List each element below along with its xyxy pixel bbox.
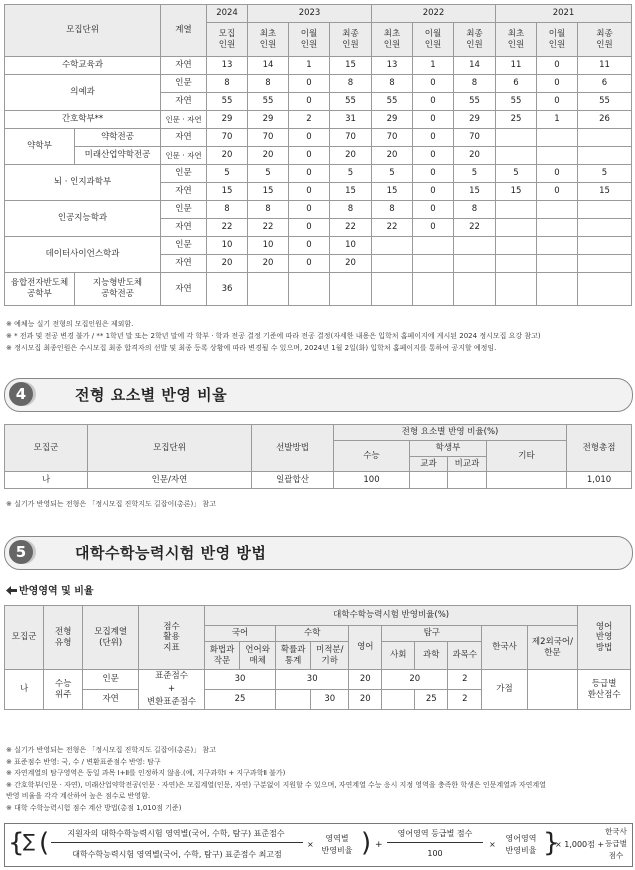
cell-value: 14: [248, 57, 289, 75]
cell-value: [454, 237, 496, 255]
cell-value: 5: [207, 165, 248, 183]
note: ※ 실기가 반영되는 전형은 「정시모집 진학지도 길잡이(총론)」 참고: [6, 746, 216, 754]
cell-field: 인문: [161, 75, 207, 93]
cell-value: 0: [537, 57, 578, 75]
note: 반영 비율을 각각 계산하여 높은 점수로 반영함.: [6, 792, 151, 800]
times: ×: [307, 840, 314, 849]
header-field: 계열: [161, 5, 207, 57]
cell-subunit: 지능형반도체 공학전공: [75, 273, 161, 306]
brace-close: }: [543, 828, 560, 858]
cell-inmun-inquiry: 20: [382, 670, 448, 690]
cell-value: 8: [207, 201, 248, 219]
note: ※ 정시모집 최종인원은 수시모집 최종 합격자의 선발 및 최종 등록 상황에 따라 변경될 수 있으며, 2024년 1월 2일(화) 입학처 홈페이지를 통하여 공지할 예정임.: [6, 344, 497, 352]
cell-value: 70: [207, 129, 248, 147]
cell-unit: 뇌 · 인지과학부: [5, 165, 161, 201]
table-row: [5, 165, 632, 183]
cell-value: 55: [330, 93, 372, 111]
table1-notes: [6, 318, 541, 354]
cell-unit: 인문/자연: [88, 472, 252, 489]
cell-unit: 약학부: [5, 129, 75, 165]
header-history: 한국사: [482, 626, 527, 670]
brace-open: {: [8, 828, 25, 858]
cell-value: [537, 129, 578, 147]
note: ※ 예체능 실기 전형의 모집인원은 제외함.: [6, 320, 134, 328]
admission-quota-table: [4, 4, 632, 306]
cell-value: 1: [413, 57, 454, 75]
cell-value: 0: [413, 111, 454, 129]
cell-value: [578, 273, 632, 306]
header-subject-count: 과목수: [448, 642, 482, 670]
cell-unit: 수학교육과: [5, 57, 161, 75]
cell-value: [248, 273, 289, 306]
note: ※ 표준점수 반영: 국, 수 / 변환표준점수 반영: 탐구: [6, 757, 161, 766]
cell-value: [372, 255, 413, 273]
cell-value: 14: [454, 57, 496, 75]
cell-value: [372, 237, 413, 255]
cell-field: 자연: [161, 183, 207, 201]
cell-field-inmun: 인문: [83, 670, 139, 690]
cell-value: [372, 273, 413, 306]
sigma-icon: ∑: [23, 831, 36, 852]
header-nonsubject: 비교과: [448, 457, 487, 472]
formula-num1: 지원자의 대학수학능력시험 영역별(국어, 수학, 탐구) 표준점수: [67, 829, 285, 838]
formula-num2: 영어영역 등급별 점수: [397, 829, 473, 838]
cell-value: 15: [248, 183, 289, 201]
cell-value: 15: [207, 183, 248, 201]
cell-value: 15: [330, 57, 372, 75]
cell-field: 인문: [161, 201, 207, 219]
cell-value: 20: [248, 255, 289, 273]
section5-title: 대학수학능력시험 반영 방법: [75, 544, 267, 562]
cell-value: 20: [207, 255, 248, 273]
cell-value: 20: [330, 255, 372, 273]
formula-ratio2: 영어영역 반영비율: [505, 834, 537, 855]
section4-note: ※ 실기가 반영되는 전형은 「정시모집 진학지도 길잡이(총론)」 참고: [6, 500, 216, 508]
cell-jayeon-korean: 25: [205, 690, 276, 710]
header-field: 모집계열 (단위): [83, 606, 139, 670]
fraction-line: [51, 842, 303, 843]
cell-type: 수능 위주: [44, 670, 83, 710]
note: ※ 대학 수학능력시험 점수 계산 방법(총점 1,010점 기준): [6, 803, 182, 812]
cell-value: 55: [207, 93, 248, 111]
cell-value: 15: [330, 183, 372, 201]
cell-value: 8: [248, 201, 289, 219]
times: ×: [489, 840, 496, 849]
cell-group: 나: [5, 472, 88, 489]
cell-value: [578, 129, 632, 147]
cell-subunit: 미래산업약학전공: [75, 147, 161, 165]
cell-value: [413, 255, 454, 273]
arrow-left-icon: [6, 586, 17, 595]
table-row: [5, 273, 632, 306]
cell-value: 5: [578, 165, 632, 183]
cell-value: 0: [289, 147, 330, 165]
cell-field: 인문: [161, 165, 207, 183]
fraction-line: [387, 842, 483, 843]
cell-value: 70: [454, 129, 496, 147]
cell-value: 0: [289, 255, 330, 273]
section4-number: 4: [9, 382, 33, 406]
cell-suneung: 100: [334, 472, 410, 489]
header-2021-final: 최종 인원: [578, 23, 632, 57]
cell-value: 0: [413, 129, 454, 147]
cell-value: 70: [248, 129, 289, 147]
cell-value: 5: [248, 165, 289, 183]
cell-total: 1,010: [567, 472, 632, 489]
cell-value: 8: [372, 75, 413, 93]
cell-value: 0: [413, 183, 454, 201]
cell-value: 55: [248, 93, 289, 111]
cell-value: 8: [372, 201, 413, 219]
cell-field: 자연: [161, 273, 207, 306]
cell-value: 15: [372, 183, 413, 201]
cell-inmun-math: 30: [276, 670, 349, 690]
header-math: 수학: [276, 626, 349, 642]
cell-value: [496, 201, 537, 219]
cell-value: 1: [289, 57, 330, 75]
score-index-line: 표준점수: [155, 671, 188, 681]
cell-value: [578, 237, 632, 255]
cell-field: 자연: [161, 93, 207, 111]
cell-unit: 융합전자반도체 공학부: [5, 273, 75, 306]
cell-value: 22: [207, 219, 248, 237]
cell-value: [537, 147, 578, 165]
header-2023-carry: 이월 인원: [289, 23, 330, 57]
cell-jayeon-count: 2: [448, 690, 482, 710]
cell-value: 0: [289, 165, 330, 183]
cell-value: [496, 237, 537, 255]
header-probability: 확률과 통계: [276, 642, 311, 670]
score-index-line: 변환표준점수: [146, 697, 197, 707]
cell-value: 5: [454, 165, 496, 183]
cell-value: 29: [372, 111, 413, 129]
cell-value: 6: [496, 75, 537, 93]
header-method: 선발방법: [252, 425, 334, 472]
header-suneung: 수능: [334, 441, 410, 472]
cell-value: 0: [413, 165, 454, 183]
header-2022-carry: 이월 인원: [413, 23, 454, 57]
cell-value: [454, 255, 496, 273]
cell-value: 55: [372, 93, 413, 111]
cell-value: 5: [496, 165, 537, 183]
score-index-line: +: [167, 684, 176, 694]
cell-value: 22: [248, 219, 289, 237]
cell-value: 31: [330, 111, 372, 129]
header-speech-writing: 화법과 작문: [205, 642, 240, 670]
cell-field: 자연: [161, 219, 207, 237]
cell-method: 일괄합산: [252, 472, 334, 489]
cell-foreign: [527, 670, 578, 710]
header-score-index: 점수 활용 지표: [139, 606, 205, 670]
header-calculus: 미적분/ 기하: [311, 642, 349, 670]
cell-value: 0: [537, 183, 578, 201]
table-row: [5, 201, 632, 219]
cell-field: 인문 · 자연: [161, 147, 207, 165]
cell-value: 11: [578, 57, 632, 75]
cell-field: 자연: [161, 255, 207, 273]
cell-value: [537, 273, 578, 306]
cell-inmun-english: 20: [349, 670, 382, 690]
cell-value: 10: [207, 237, 248, 255]
header-unit: 모집단위: [88, 425, 252, 472]
cell-value: [413, 273, 454, 306]
cell-value: 10: [248, 237, 289, 255]
cell-value: 0: [537, 165, 578, 183]
formula-den1: 대학수학능력시험 영역별(국어, 수학, 탐구) 표준점수 최고점: [72, 850, 282, 859]
header-year-2024: 2024: [207, 5, 248, 23]
cell-value: 20: [207, 147, 248, 165]
header-type: 전형 유형: [44, 606, 83, 670]
cell-value: 5: [372, 165, 413, 183]
suneung-ratio-table: [4, 605, 631, 710]
cell-value: [496, 129, 537, 147]
header-english-method: 영어 반영 방법: [578, 606, 631, 670]
cell-value: 8: [330, 75, 372, 93]
cell-value: [537, 237, 578, 255]
cell-value: [537, 201, 578, 219]
table-row: [5, 147, 632, 165]
header-subject: 교과: [410, 457, 448, 472]
cell-subunit: 약학전공: [75, 129, 161, 147]
cell-value: [289, 273, 330, 306]
header-2021-carry: 이월 인원: [537, 23, 578, 57]
cell-value: 20: [372, 147, 413, 165]
cell-value: 0: [289, 129, 330, 147]
cell-value: [496, 219, 537, 237]
cell-value: 20: [248, 147, 289, 165]
header-2022-initial: 최초 인원: [372, 23, 413, 57]
formula-den2: 100: [427, 849, 443, 858]
section5-banner: [4, 536, 633, 570]
cell-value: 0: [413, 219, 454, 237]
cell-value: 20: [330, 147, 372, 165]
cell-value: 0: [289, 75, 330, 93]
cell-value: 8: [207, 75, 248, 93]
subsection-label: 반영영역 및 비율: [19, 586, 94, 597]
cell-field: 인문 · 자연: [161, 111, 207, 129]
paren-close: ): [361, 828, 372, 858]
header-suneung-ratio: 대학수학능력시험 반영비율(%): [205, 606, 578, 626]
cell-unit: 의예과: [5, 75, 161, 111]
cell-value: 55: [578, 93, 632, 111]
header-total: 전형총점: [567, 425, 632, 472]
cell-value: [537, 219, 578, 237]
cell-unit: 간호학부**: [5, 111, 161, 129]
table-row: [5, 129, 632, 147]
header-unit: 모집단위: [5, 5, 161, 57]
header-2023-final: 최종 인원: [330, 23, 372, 57]
cell-field: 자연: [161, 129, 207, 147]
selection-ratio-table: [4, 424, 632, 489]
cell-etc: [487, 472, 567, 489]
cell-value: [330, 273, 372, 306]
header-2023-initial: 최초 인원: [248, 23, 289, 57]
cell-value: 0: [289, 201, 330, 219]
cell-value: 22: [454, 219, 496, 237]
cell-history: 가점: [482, 670, 527, 710]
cell-value: [496, 147, 537, 165]
cell-value: 13: [372, 57, 413, 75]
note: ※ 자연계열의 탐구영역은 동일 과목 Ⅰ+Ⅱ를 인정하지 않음.(예, 지구과학Ⅰ + 지구과학Ⅱ 불가): [6, 769, 286, 777]
header-school-record: 학생부: [410, 441, 487, 457]
header-social: 사회: [382, 642, 415, 670]
cell-value: 11: [496, 57, 537, 75]
header-language-media: 언어와 매체: [240, 642, 276, 670]
cell-field-jayeon: 자연: [83, 690, 139, 710]
cell-value: 8: [330, 201, 372, 219]
header-year-2023: 2023: [248, 5, 372, 23]
cell-value: 15: [454, 183, 496, 201]
cell-value: 0: [413, 147, 454, 165]
cell-value: 0: [289, 93, 330, 111]
cell-jayeon-prob: [276, 690, 311, 710]
cell-value: 0: [289, 219, 330, 237]
cell-value: 13: [207, 57, 248, 75]
header-ratio: 전형 요소별 반영 비율(%): [334, 425, 567, 441]
cell-jayeon-english: 20: [349, 690, 382, 710]
header-group: 모집군: [5, 606, 44, 670]
score-formula: [4, 823, 633, 867]
header-etc: 기타: [487, 441, 567, 472]
cell-value: [537, 255, 578, 273]
header-group: 모집군: [5, 425, 88, 472]
header-english: 영어: [349, 626, 382, 670]
cell-value: [578, 219, 632, 237]
cell-field: 자연: [161, 57, 207, 75]
cell-value: 0: [413, 201, 454, 219]
cell-value: 0: [413, 93, 454, 111]
header-korean: 국어: [205, 626, 276, 642]
section4-title: 전형 요소별 반영 비율: [75, 386, 228, 404]
cell-value: 0: [289, 183, 330, 201]
cell-value: 15: [496, 183, 537, 201]
cell-inmun-count: 2: [448, 670, 482, 690]
cell-value: 29: [207, 111, 248, 129]
plus: +: [375, 840, 383, 850]
formula-ratio1: 영역별 반영비율: [321, 834, 353, 855]
header-2021-initial: 최초 인원: [496, 23, 537, 57]
table-row: [5, 237, 632, 255]
paren-open: (: [39, 828, 50, 858]
section5-notes: [6, 745, 546, 814]
cell-value: 70: [372, 129, 413, 147]
cell-value: 55: [454, 93, 496, 111]
section4-banner: [4, 378, 633, 412]
cell-value: [413, 237, 454, 255]
header-inquiry: 탐구: [382, 626, 482, 642]
cell-value: 8: [248, 75, 289, 93]
cell-value: [454, 273, 496, 306]
cell-value: 2: [289, 111, 330, 129]
cell-value: 15: [578, 183, 632, 201]
table-row: [5, 75, 632, 93]
cell-value: 0: [537, 93, 578, 111]
cell-value: 70: [330, 129, 372, 147]
header-science: 과학: [415, 642, 448, 670]
cell-value: 0: [289, 237, 330, 255]
cell-value: 0: [537, 75, 578, 93]
note: ※ 간호학부(인문 · 자연), 미래산업약학전공(인문 · 자연)은 모집계열(인문, 자연) 구분없이 지원할 수 있으며, 자연계열 수능 응시 지정 영역을 충족한 학생은 인문계열과 자연계열: [6, 780, 546, 789]
cell-unit: 데이터사이언스학과: [5, 237, 161, 273]
cell-group: 나: [5, 670, 44, 710]
cell-value: 20: [454, 147, 496, 165]
cell-value: [578, 147, 632, 165]
section5-number: 5: [9, 540, 33, 564]
header-2022-final: 최종 인원: [454, 23, 496, 57]
cell-value: 8: [454, 75, 496, 93]
cell-value: 8: [454, 201, 496, 219]
cell-value: 0: [413, 75, 454, 93]
cell-value: [578, 255, 632, 273]
cell-value: 26: [578, 111, 632, 129]
header-2024-quota: 모집 인원: [207, 23, 248, 57]
cell-value: [578, 201, 632, 219]
cell-nonsubject: [448, 472, 487, 489]
cell-value: 6: [578, 75, 632, 93]
cell-value: 10: [330, 237, 372, 255]
cell-value: 22: [330, 219, 372, 237]
cell-inmun-korean: 30: [205, 670, 276, 690]
cell-value: 36: [207, 273, 248, 306]
header-year-2021: 2021: [496, 5, 632, 23]
cell-value: 25: [496, 111, 537, 129]
cell-jayeon-social: [382, 690, 415, 710]
note: ※ * 전과 및 전공 변경 불가 / ** 1학년 말 또는 2학년 말에 각 학부 · 학과 전공 결정 기준에 따라 전공 결정(자세한 내용은 입학처 홈페이지에 게시된 2024 정시모집 요강 참고): [6, 332, 541, 340]
cell-value: 1: [537, 111, 578, 129]
table-row: [5, 111, 632, 129]
subsection-title: [6, 582, 94, 597]
formula-history: 한국사 등급별 점수: [605, 827, 627, 860]
cell-value: [496, 273, 537, 306]
cell-score-index: [139, 670, 205, 710]
table-row: [5, 57, 632, 75]
cell-value: 29: [454, 111, 496, 129]
cell-subject: [410, 472, 448, 489]
cell-value: 5: [330, 165, 372, 183]
header-foreign: 제2외국어/ 한문: [527, 626, 578, 670]
cell-jayeon-math: 30: [311, 690, 349, 710]
cell-unit: 인공지능학과: [5, 201, 161, 237]
cell-field: 인문: [161, 237, 207, 255]
cell-value: 55: [496, 93, 537, 111]
formula-tail: × 1,000점 +: [555, 840, 605, 849]
cell-english-method: 등급별 환산점수: [578, 670, 631, 710]
cell-value: 22: [372, 219, 413, 237]
cell-jayeon-science: 25: [415, 690, 448, 710]
header-year-2022: 2022: [372, 5, 496, 23]
cell-value: 29: [248, 111, 289, 129]
cell-value: [496, 255, 537, 273]
